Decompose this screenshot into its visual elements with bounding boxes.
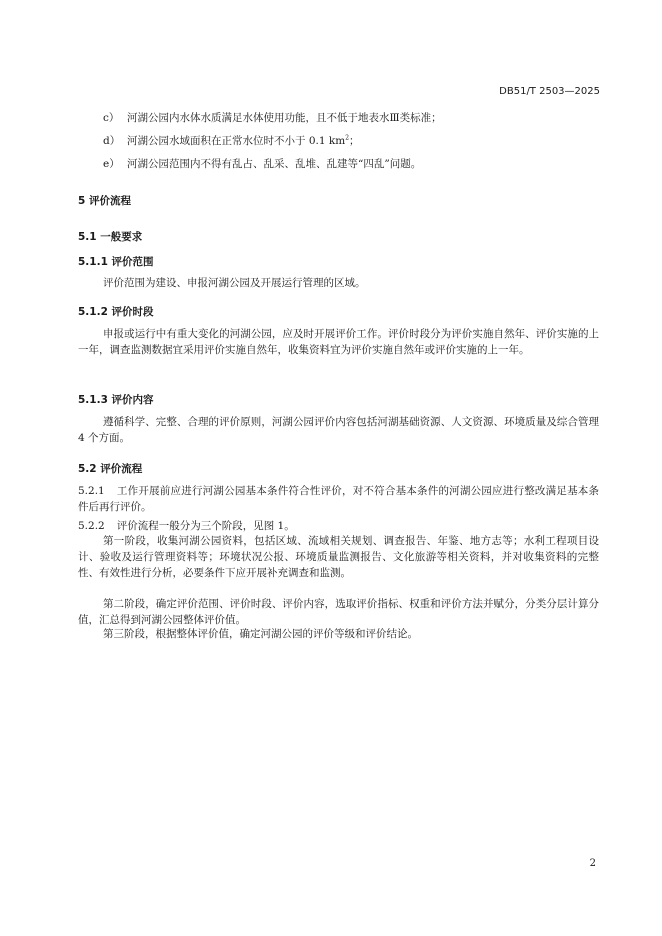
paragraph-5-1-2: 申报或运行中有重大变化的河湖公园，应及时开展评价工作。评价时段分为评价实施自然年、评价实施的上一年，调查监测数据宜采用评价实施自然年，收集资料宜为评价实施自然年或评价实施的上一年。 bbox=[78, 328, 599, 356]
superscript: 2 bbox=[345, 134, 350, 142]
clause-5-2-1 bbox=[78, 483, 599, 515]
section-heading-5-2: 5.2 评价流程 bbox=[78, 463, 143, 475]
list-text: 河湖公园水域面积在正常水位时不小于 0.1 km bbox=[127, 135, 346, 147]
paragraph-5-1-3: 遵循科学、完整、合理的评价原则，河湖公园评价内容包括河湖基础资源、人文资源、环境质量及综合管理 4 个方面。 bbox=[78, 416, 599, 444]
list-marker: c） bbox=[103, 112, 120, 124]
paragraph-stage-1: 第一阶段，收集河湖公园资料，包括区域、流域相关规划、调查报告、年鉴、地方志等；水利工程项目设计、验收及运行管理资料等；环境状况公报、环境质量监测报告、文化旅游等相关资料，并对收集资料的完整性、有效性进行分析，必要条件下应开展补充调查和监测。 bbox=[78, 535, 599, 579]
clause-text: 评价流程一般分为三个阶段，见图 1。 bbox=[116, 520, 295, 532]
section-heading-5: 5 评价流程 bbox=[78, 195, 131, 207]
list-marker: d） bbox=[103, 135, 121, 147]
list-marker: e） bbox=[103, 158, 120, 170]
clause-number: 5.2.2 bbox=[78, 520, 105, 532]
section-heading-5-1-1: 5.1.1 评价范围 bbox=[78, 256, 154, 268]
list-text: 河湖公园内水体水质满足水体使用功能，且不低于地表水Ⅲ类标准； bbox=[127, 112, 442, 124]
standard-code: DB51/T 2503—2025 bbox=[499, 86, 600, 97]
list-item-d bbox=[103, 133, 360, 148]
clause-number: 5.2.1 bbox=[78, 485, 105, 497]
section-heading-5-1-3: 5.1.3 评价内容 bbox=[78, 394, 154, 406]
clause-5-2-2 bbox=[78, 518, 599, 534]
paragraph-5-1-1: 评价范围为建设、申报河湖公园及开展运行管理的区域。 bbox=[103, 277, 366, 289]
clause-text: 工作开展前应进行河湖公园基本条件符合性评价，对不符合基本条件的河湖公园应进行整改满足基本条件后再行评价。 bbox=[78, 485, 599, 513]
page-number: 2 bbox=[589, 858, 596, 869]
list-item-e bbox=[103, 156, 421, 171]
list-item-c bbox=[103, 110, 442, 125]
section-heading-5-1-2: 5.1.2 评价时段 bbox=[78, 306, 154, 318]
paragraph-stage-2: 第二阶段，确定评价范围、评价时段、评价内容，选取评价指标、权重和评价方法并赋分，分类分层计算分值，汇总得到河湖公园整体评价值。 bbox=[78, 598, 599, 626]
section-heading-5-1: 5.1 一般要求 bbox=[78, 231, 143, 243]
list-text-tail: ； bbox=[349, 135, 360, 147]
paragraph-stage-3: 第三阶段，根据整体评价值，确定河湖公园的评价等级和评价结论。 bbox=[103, 628, 418, 640]
list-text: 河湖公园范围内不得有乱占、乱采、乱堆、乱建等“四乱”问题。 bbox=[127, 158, 422, 170]
